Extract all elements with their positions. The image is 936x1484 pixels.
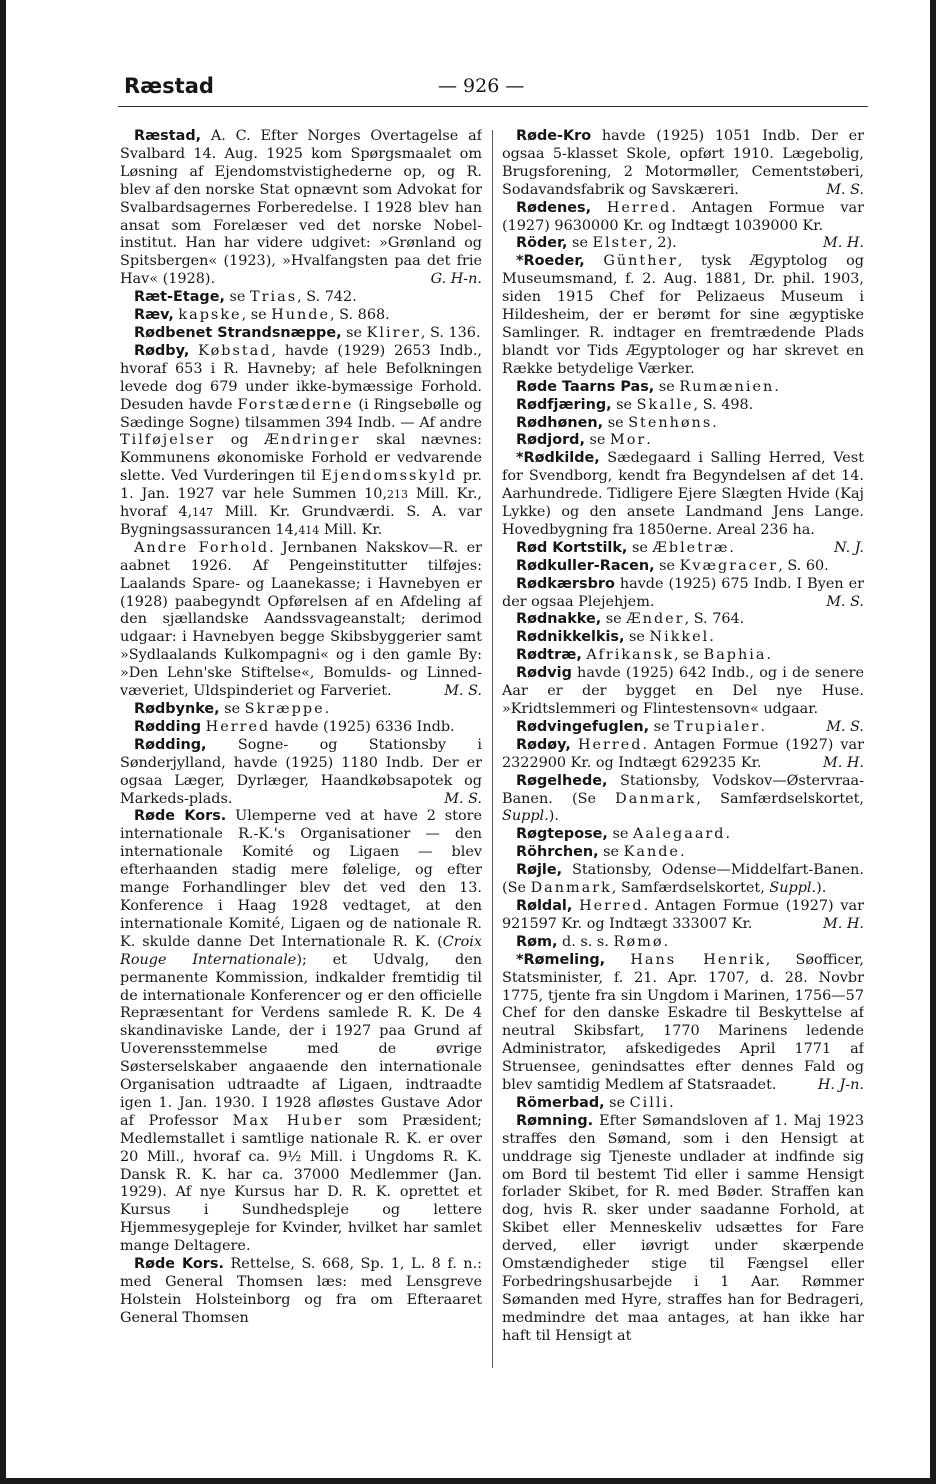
cross-reference: Klirer [366, 324, 421, 341]
entry-rodding: Rødding, Sogne- og Stationsby i Sønderjylland, havde (1925) 1180 Indb. Der er ogsaa Læger, Dyrlæger, Haandkøbsapotek og Markeds-plads. M. S. [120, 736, 482, 807]
entry-roder: Röder, se Elster, 2). [516, 235, 677, 252]
headword: Rødhønen, [516, 414, 604, 431]
author-signature: M. S. [826, 593, 864, 610]
entry-rode-taarns-pas: Røde Taarns Pas, se Rumænien. [516, 378, 779, 395]
headword: Rødding [134, 718, 202, 735]
headword: Rødkuller-Racen, [516, 557, 655, 574]
entry-rom: Røm, d. s. s. Rømø. [516, 933, 669, 950]
entry-rodhonen: Rødhønen, se Stenhøns. [516, 414, 717, 431]
entry-rodvig: Rødvig havde (1925) 642 Indb., og i de senere Aar er der bygget en Del nye Huse. »Kridtslemmeri og Flintestensovn« udgaar. M. S. [502, 665, 864, 735]
cross-reference: Rømø [613, 933, 664, 950]
cross-reference: Danmark [615, 790, 697, 807]
entry-romeling: *Rømeling, Hans Henrik, Søofficer, Statsminister, f. 21. Apr. 1707, d. 28. Novbr 1775, tjente fra sin Ungdom i Marinen, 1756—57 Chef for den danske Eskadre til Beskyttelse af neutral Skibsfart, 1770 Marinens ledende Administrator, afskedigedes April 1771 af Struensee, genindsattes efter dennes Fald og blev samtidig Medlem af Statsraadet. H. J-n. [502, 951, 864, 1094]
author-signature: M. H. [822, 754, 864, 771]
headword: *Roeder, [516, 253, 585, 270]
headword: *Rødkilde, [516, 450, 600, 467]
author-signature: M. S. [444, 790, 482, 807]
cross-reference: Mor [610, 432, 647, 449]
headword: Röder, [516, 235, 568, 252]
headword: Røgelhede, [516, 772, 608, 789]
headword: Rødøy, [516, 736, 571, 753]
author-signature: M. H. [822, 915, 864, 932]
cross-reference: Cilli [629, 1094, 670, 1111]
cross-reference: Trias [250, 289, 298, 306]
headword: Ræv, [134, 307, 174, 324]
entry-rod-kortstilk: Rød Kortstilk, se Æbletræ. [516, 539, 734, 556]
cross-reference: Skræppe [244, 701, 325, 717]
entry-roeder: *Roeder, Günther, tysk Ægyptolog og Museumsmand, f. 2. Aug. 1881, Dr. phil. 1903, siden 1915 Chef for Pelizaeus Museum i Hildesheim, der er berømt for sine ægyptiske Samlinger. R. indtager en fremtrædende Plads blandt vor Tids Ægyptologer og har skrevet en Række betydelige Værker. [502, 253, 864, 377]
entry-raestad [120, 128, 482, 289]
entry-rode-kors: Røde Kors. Ulemperne ved at have 2 store internationale R.-K.'s Organisationer — den internationale Komité og Ligaen — blev efterhaanden stadig mere følelige, og efter mange Forhandlinger blev det ved den 13. Konference i Haag 1928 vedtaget, at den internationale Komité, Ligaen og de nationale R. K. skulde danne Det Internationale R. K. (Croix Rouge Internationale); et Udvalg, den permanente Kommission, indkalder fremtidig til de internationale Konferencer og er den officielle Repræsentant for Verdens samlede R. K. De 4 skandinaviske Lande, der i 1927 paa Grund af Uoverensstemmelse med de øvrige Søsterselskaber angaaende den internationale Organisation udtraadte af Ligaen, indtraadte igen 1. Jan. 1930. I 1928 afløstes Gustave Ador af Professor Max Huber som Præsident; Medlemstallet i samtlige nationale R. K. er over 20 Mill., hvoraf ca. 9½ Mill. i Ungdoms R. K. Dansk R. K. har ca. 37000 Medlemmer (Jan. 1929). Af nye Kursus har D. R. K. oprettet et Kursus i Sundhedspleje og lettere Hjemmesygepleje for Kvinder, hvilket har samlet mange Deltagere. [120, 808, 482, 1255]
headword: Rødby, [134, 342, 190, 359]
headword: *Rømeling, [516, 951, 606, 968]
entry-romerbad: Römerbad, se Cilli. [516, 1094, 674, 1111]
headword: Rødenes, [516, 199, 592, 216]
headword: Røde Taarns Pas, [516, 378, 655, 395]
cross-reference: Elster [592, 235, 649, 252]
entry-text: A. C. Efter Norges Overtagelse af Svalbard 14. Aug. 1925 kom Spørgsmaalet om Løsning af Ejendomstvistighederne op, og R. blev af den norske Stat opnævnt som Advokat for Svalbardsagernes Forberedelse. I 1928 blev han ansat som Forelæser ved det norske Nobel-institut. Han har videre udgivet: »Grønland og Spitsbergen« (1923), »Hvalfangsten paa det frie Hav« (1928). [120, 128, 482, 288]
entry-rogelhede: Røgelhede, Stationsby, Vodskov—Østervraa-Banen. (Se Danmark, Samfærdselskortet, Suppl.). [502, 772, 864, 825]
cross-reference: Kande [623, 844, 680, 861]
entry-rodvingefuglen: Rødvingefuglen, se Trupialer. [516, 718, 765, 735]
entry-rodnikkelkis: Rødnikkelkis, se Nikkel. [516, 629, 714, 646]
entry-rodnakke: Rødnakke, se Ænder, S. 764. [516, 611, 745, 628]
headword: Rødjord, [516, 432, 585, 449]
entry-rodjord: Rødjord, se Mor. [516, 432, 651, 449]
headword: Rødding, [134, 736, 207, 753]
cross-reference: Aalegaard [632, 826, 726, 843]
right-column [502, 128, 864, 1378]
cross-reference: Danmark [530, 880, 612, 897]
cross-reference: Baphia [703, 647, 767, 664]
cross-reference: Hunde [271, 307, 331, 324]
author-signature: M. S. [826, 181, 864, 198]
headword: Rødvig [516, 665, 572, 682]
author-signature: H. J-n. [817, 1077, 864, 1094]
entry-rodbynke: Rødbynke, se Skræppe. [134, 701, 330, 717]
entry-rodfjaering: Rødfjæring, se Skalle, S. 498. [516, 396, 754, 413]
column-divider [492, 130, 493, 1368]
page-header [118, 74, 868, 108]
entry-roldal: Røldal, Herred. Antagen Formue (1927) var 921597 Kr. og Indtægt 333007 Kr. M. H. [502, 897, 864, 932]
headword: Rødbynke, [134, 701, 220, 717]
headword: Röhrchen, [516, 844, 599, 861]
author-signature: G. H-n. [430, 271, 482, 288]
running-head: Ræstad [124, 74, 214, 98]
cross-reference: Trupialer [674, 718, 761, 735]
entry-rode-kors-rettelse: Røde Kors. Rettelse, S. 668, Sp. 1, L. 8 f. n.: med General Thomsen læs: med Lensgreve Holstein Holsteinborg og fra om Efteraaret General Thomsen [120, 1256, 482, 1326]
spaced-term: kapske [178, 307, 242, 324]
entry-rodby: Rødby, Købstad, havde (1929) 2653 Indb., hvoraf 653 i R. Havneby; af hele Befolkningen levede dog 679 under ikke-bymæssige Forhold. Desuden havde Forstæderne (i Ringsebølle og Sædinge Sogne) tilsammen 394 Indb. — Af andre Tilføjelser og Ændringer skal nævnes: Kommunens økonomiske Forhold er vedvarende slette. Ved Vurderingen til Ejendomsskyld pr. 1. Jan. 1927 var hele Summen 10,213 Mill. Kr., hvoraf 4,147 Mill. Kr. Grundværdi. S. A. var Bygningsassurancen 14,414 Mill. Kr. [120, 342, 482, 538]
entry-rode-kro: Røde-Kro havde (1925) 1051 Indb. Der er ogsaa 5-klasset Skole, opført 1910. Lægebolig, Brugsforening, 2 Motormøller, Cementstøberi, Sodavandsfabrik og Savskæreri. M. S. [502, 128, 864, 198]
headword: Rødtræ, [516, 647, 582, 664]
entry-rodoy: Rødøy, Herred. Antagen Formue (1927) var 2322900 Kr. og Indtægt 629235 Kr. M. H. [502, 736, 864, 771]
headword: Røgtepose, [516, 826, 608, 843]
headword: Ræstad, [134, 128, 202, 144]
cross-reference: Kvægracer [679, 557, 779, 574]
entry-romning: Rømning. Efter Sømandsloven af 1. Maj 1923 straffes den Sømand, som i den Hensigt at unddrage sig Tjeneste undlader at indfinde sig om Bord til bestemt Tid eller i samme Hensigt forlader Skibet, for R. med Bøder. Straffen kan dog, hvis R. sker under saadanne Forhold, at Skibet eller Menneskeliv udsættes for Fare derved, eller iøvrigt under skærpende Omstændigheder stige til Fængsel eller Forbedringshusarbejde i 1 Aar. Rømmer Sømanden med Hyre, straffes han for Bedrageri, medmindre det maa antages, at han ikke har haft til Hensigt at [502, 1112, 864, 1344]
entry-rohrchen: Röhrchen, se Kande. [516, 844, 685, 861]
cross-reference: Stenhøns [628, 414, 713, 431]
header-rule [118, 106, 868, 107]
headword: Røldal, [516, 897, 573, 914]
headword: Ræt-Etage, [134, 289, 225, 306]
headword: Røm, [516, 933, 558, 950]
author-signature: M. S. [444, 683, 482, 700]
headword: Rømning. [516, 1112, 594, 1129]
page-number: — 926 — [438, 75, 525, 97]
entry-rodenes: Rødenes, Herred. Antagen Formue var (1927) 9630000 Kr. og Indtægt 1039000 Kr. M. H. [502, 199, 864, 252]
author-signature: N. J. [833, 539, 864, 556]
headword: Rødnikkelkis, [516, 629, 625, 646]
cross-reference: Nikkel [649, 629, 710, 646]
cross-reference: Æbletræ [652, 539, 730, 556]
headword: Rødnakke, [516, 611, 602, 628]
cross-reference: Skalle [636, 396, 694, 413]
entry-rogtepose: Røgtepose, se Aalegaard. [516, 826, 731, 843]
cross-reference: Ænder [626, 611, 685, 628]
headword: Røde Kors. [134, 808, 227, 825]
headword: Røde Kors. [134, 1256, 224, 1273]
entry-rodkaersbro: Rødkærsbro havde (1925) 675 Indb. I Byen er der ogsaa Plejehjem. M. S. [502, 575, 864, 610]
entry-raet-etage: Ræt-Etage, se Trias, S. 742. [134, 289, 357, 306]
entry-rodkuller-racen: Rødkuller-Racen, se Kvægracer, S. 60. [516, 557, 829, 574]
cross-reference: Rumænien [679, 378, 775, 395]
author-signature: M. S. [826, 718, 864, 735]
entry-rodbenet-strandsnaeppe: Rødbenet Strandsnæppe, se Klirer, S. 136. [134, 324, 481, 341]
left-column [120, 128, 482, 1378]
headword: Rødbenet Strandsnæppe, [134, 324, 342, 341]
headword: Røjle, [516, 862, 563, 879]
headword: Rødkærsbro [516, 575, 615, 592]
headword: Rødvingefuglen, [516, 718, 650, 735]
headword: Rød Kortstilk, [516, 539, 628, 556]
headword: Røde-Kro [516, 128, 592, 144]
entry-rodtrae: Rødtræ, Afrikansk, se Baphia. [516, 647, 772, 664]
entry-raev: Ræv, kapske, se Hunde, S. 868. [134, 307, 390, 324]
author-signature: M. H. [822, 235, 864, 252]
entry-rojle: Røjle, Stationsby, Odense—Middelfart-Banen. (Se Danmark, Samfærdselskortet, Suppl.). [502, 862, 864, 897]
headword: Rødfjæring, [516, 396, 612, 413]
entry-rodkilde: *Rødkilde, Sædegaard i Salling Herred, Vest for Svendborg, kendt fra Begyndelsen af det 14. Aarhundrede. Tidligere Ejere Slægten Hvide (Kaj Lykke) og den ansete Landmand Jens Lange. Hovedbygning fra 1850erne. Areal 236 ha. N. J. [502, 450, 864, 556]
entry-rodding-herred: Rødding Herred havde (1925) 6336 Indb. [134, 718, 455, 735]
entry-rodby-forhold: Andre Forhold. Jernbanen Nakskov—R. er aabnet 1926. Af Pengeinstitutter tilføjes: Laalands Spare- og Laanekasse; i Havnebyen er (1928) paabegyndt Opførelsen af en Afdeling af den sjællandske Aandssvageanstalt; derimod udgaar: i Havnebyen begge Skibsbyggerier samt »Sydlaalands Kulkompagni« og i den gamle By: »Den Lehn'ske Stiftelse«, Bomulds- og Linned-væveriet, Uldspinderiet og Farveriet. M. S. [120, 539, 482, 700]
headword: Römerbad, [516, 1094, 605, 1111]
